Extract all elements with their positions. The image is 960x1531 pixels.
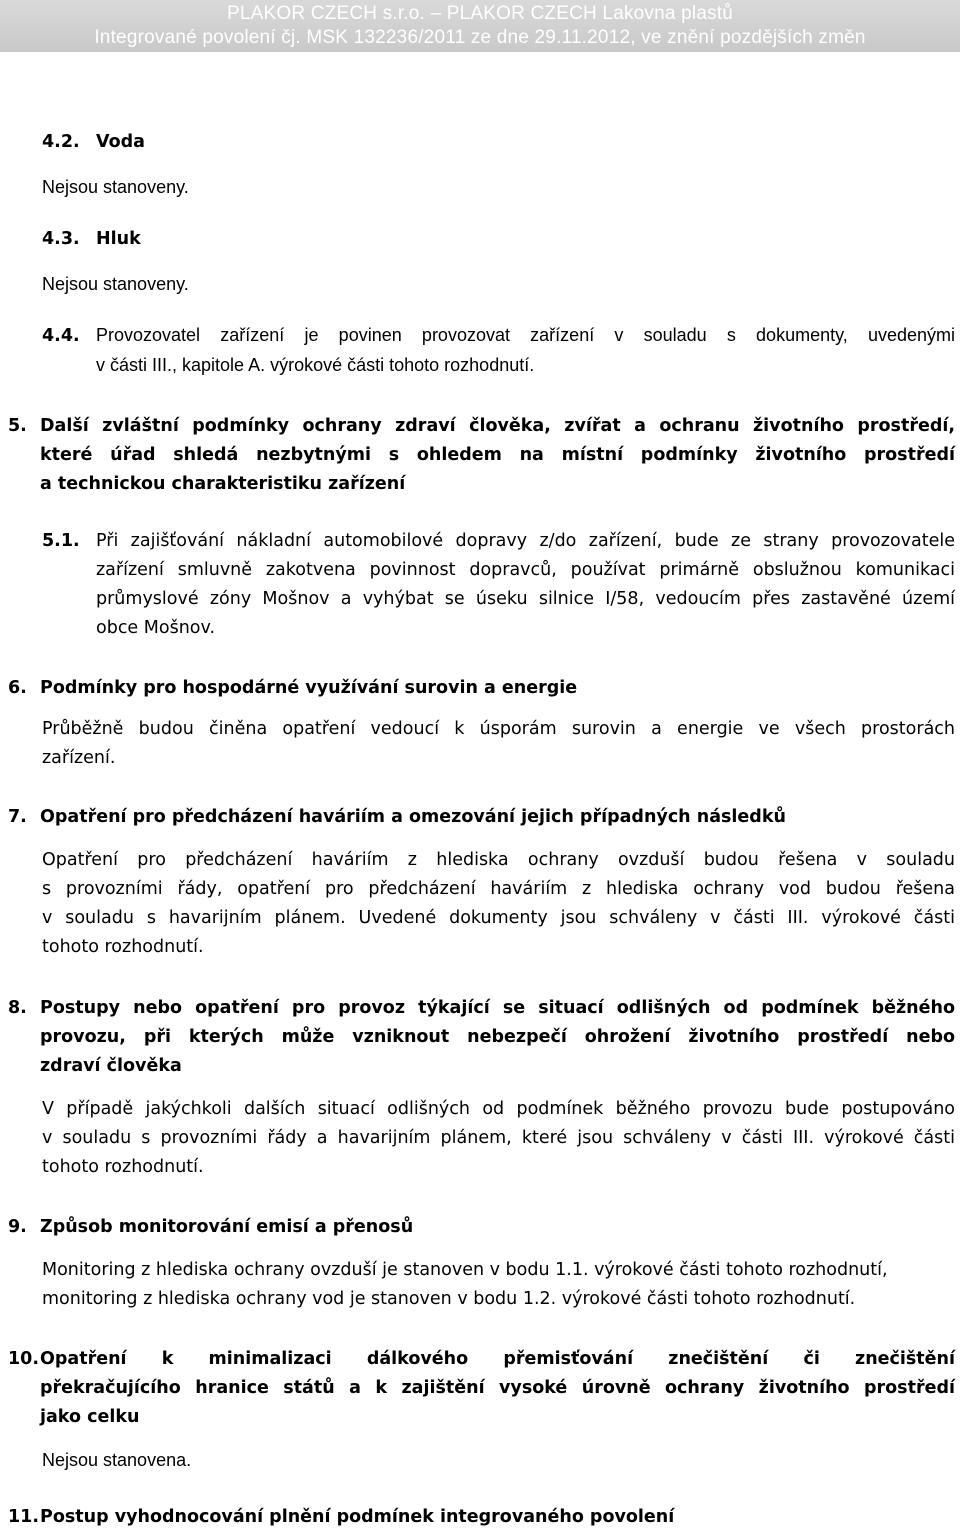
- section-7-number: 7.: [8, 807, 27, 827]
- section-10-number: 10.: [8, 1349, 40, 1369]
- section-6-title: Podmínky pro hospodárné využívání surovin a energie: [40, 678, 578, 698]
- section-10-text: Nejsou stanovena.: [42, 1450, 192, 1470]
- section-7-title: Opatření pro předcházení haváriím a omezování jejich případných následků: [40, 807, 786, 827]
- section-4-3-number: 4.3.: [42, 229, 80, 249]
- section-4-2-text: Nejsou stanoveny.: [42, 177, 189, 197]
- section-8-line-3: tohoto rozhodnutí.: [42, 1157, 204, 1177]
- section-4-3-title: Hluk: [96, 229, 141, 249]
- section-6-line-2: zařízení.: [42, 748, 116, 768]
- section-6-number: 6.: [8, 678, 27, 698]
- section-10-title-line-1: Opatření k minimalizaci dálkového přemisťování znečištění či znečištění: [40, 1349, 955, 1369]
- section-4-4-line-2: v části III., kapitole A. výrokové části tohoto rozhodnutí.: [96, 355, 535, 375]
- section-5-1-line-1: Při zajišťování nákladní automobilové dopravy z/do zařízení, bude ze strany provozovatele: [96, 531, 955, 551]
- section-9-title: Způsob monitorování emisí a přenosů: [40, 1217, 414, 1237]
- section-5-1-number: 5.1.: [42, 531, 80, 551]
- section-4-4-line-1: Provozovatel zařízení je povinen provozovat zařízení v souladu s dokumenty, uvedenými: [96, 325, 955, 345]
- section-5-title-line-3: a technickou charakteristiku zařízení: [40, 474, 406, 494]
- section-8-title-line-1: Postupy nebo opatření pro provoz týkající se situací odlišných od podmínek běžného: [40, 998, 955, 1018]
- section-7-line-3: v souladu s havarijním plánem. Uvedené dokumenty jsou schváleny v části III. výrokové části: [42, 908, 955, 928]
- page-header: [0, 0, 960, 52]
- section-10-title-line-2: překračujícího hranice států a k zajištění vysoké úrovně ochrany životního prostředí: [40, 1378, 955, 1398]
- section-10-title-line-3: jako celku: [40, 1407, 140, 1427]
- header-line-1: PLAKOR CZECH s.r.o. – PLAKOR CZECH Lakovna plastů: [226, 3, 734, 24]
- section-8-title-line-3: zdraví člověka: [40, 1056, 182, 1076]
- section-5-1-line-3: průmyslové zóny Mošnov a vyhýbat se úseku silnice I/58, vedoucím přes zastavěné území: [96, 589, 955, 609]
- header-line-2: Integrované povolení čj. MSK 132236/2011 ze dne 29.11.2012, ve znění pozdějších změn: [94, 27, 866, 48]
- section-11-number: 11.: [8, 1507, 40, 1527]
- section-5-1-line-2: zařízení smluvně zakotvena povinnost dopravců, používat primárně obslužnou komunikaci: [96, 560, 955, 580]
- section-8-number: 8.: [8, 998, 27, 1018]
- section-11-title: Postup vyhodnocování plnění podmínek integrovaného povolení: [40, 1507, 675, 1527]
- section-9-number: 9.: [8, 1217, 27, 1237]
- section-7-line-2: s provozními řády, opatření pro předcházení haváriím z hlediska ochrany vod budou řešena: [42, 879, 955, 899]
- section-8-line-2: v souladu s provozními řády a havarijním plánem, které jsou schváleny v části III. výrokové části: [42, 1128, 955, 1148]
- section-4-4-number: 4.4.: [42, 326, 80, 346]
- section-7-line-1: Opatření pro předcházení haváriím z hlediska ochrany ovzduší budou řešena v souladu: [42, 850, 955, 870]
- section-5-1-line-4: obce Mošnov.: [96, 618, 216, 638]
- section-5-number: 5.: [8, 416, 27, 436]
- section-8-title-line-2: provozu, při kterých může vzniknout nebezpečí ohrožení životního prostředí nebo: [40, 1027, 955, 1047]
- section-8-line-1: V případě jakýchkoli dalších situací odlišných od podmínek běžného provozu bude postupováno: [42, 1099, 955, 1119]
- section-5-title-line-1: Další zvláštní podmínky ochrany zdraví člověka, zvířat a ochranu životního prostředí,: [40, 416, 955, 436]
- section-4-2-number: 4.2.: [42, 132, 80, 152]
- section-4-2-title: Voda: [96, 132, 145, 152]
- section-7-line-4: tohoto rozhodnutí.: [42, 937, 204, 957]
- section-5-title-line-2: které úřad shledá nezbytnými s ohledem na místní podmínky životního prostředí: [40, 445, 955, 465]
- section-9-line-2: monitoring z hlediska ochrany vod je stanoven v bodu 1.2. výrokové části tohoto rozhodnutí.: [42, 1289, 856, 1309]
- section-6-line-1: Průběžně budou činěna opatření vedoucí k úsporám surovin a energie ve všech prostorách: [42, 719, 955, 739]
- section-9-line-1: Monitoring z hlediska ochrany ovzduší je stanoven v bodu 1.1. výrokové části tohoto rozhodnutí,: [42, 1260, 888, 1280]
- section-4-3-text: Nejsou stanoveny.: [42, 274, 189, 294]
